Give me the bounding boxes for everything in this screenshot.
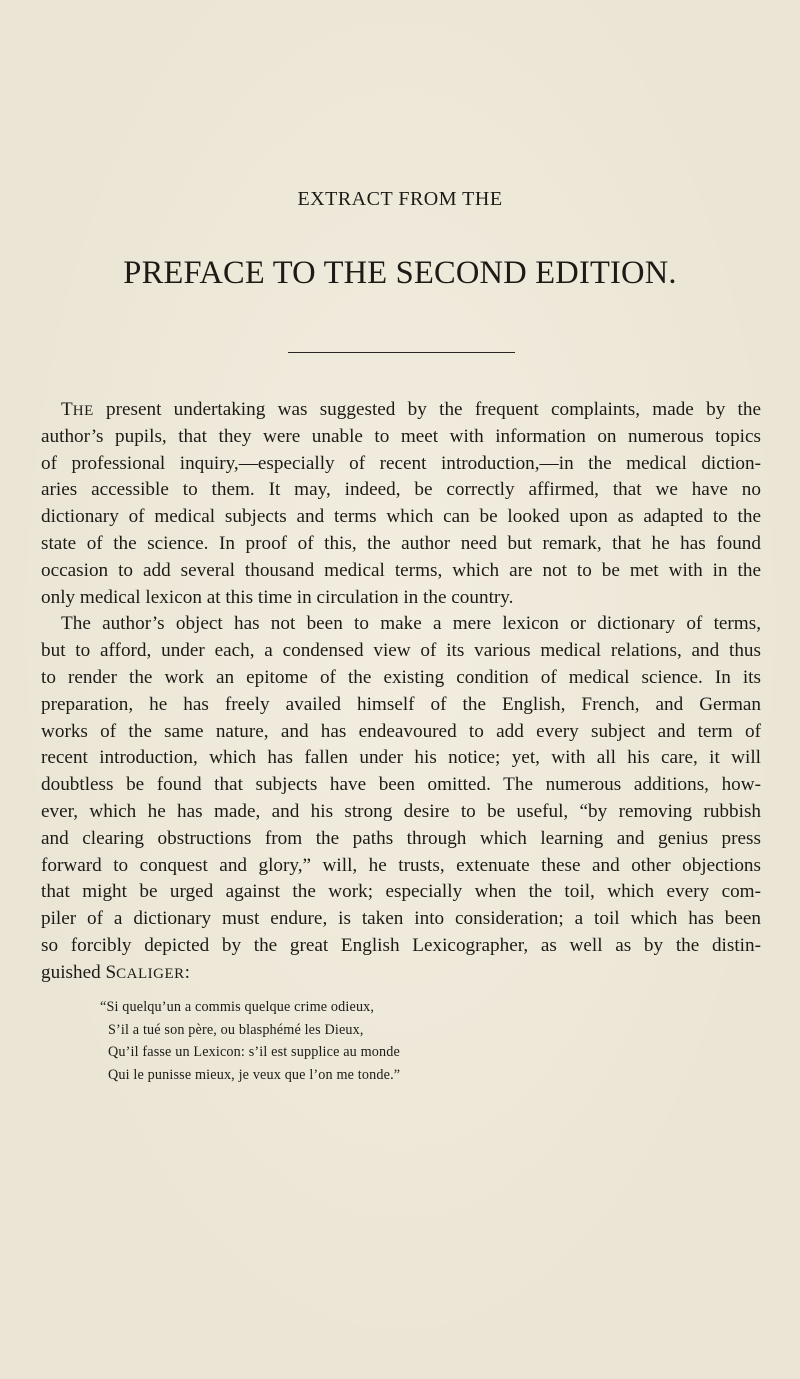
paragraph-line: works of the same nature, and has endeavoured to add every subject and term of: [41, 720, 761, 742]
quoted-verse: [100, 996, 400, 1086]
paragraph-line: to render the work an epitome of the existing condition of medical science. In its: [41, 666, 761, 688]
paragraph-line: THE present undertaking was suggested by the frequent complaints, made by the: [61, 399, 761, 420]
paragraph-line: The author’s object has not been to make a mere lexicon or dictionary of terms,: [61, 613, 761, 635]
verse-line: S’il a tué son père, ou blasphémé les Dieux,: [108, 1021, 364, 1038]
paragraph-line: aries accessible to them. It may, indeed, be correctly affirmed, that we have no: [41, 479, 761, 501]
paragraph-line: preparation, he has freely availed himself of the English, French, and German: [41, 693, 761, 715]
paragraph-line: forward to conquest and glory,” will, he trusts, extenuate these and other objections: [41, 854, 761, 876]
preface-body: [41, 397, 761, 987]
paragraph-line: ever, which he has made, and his strong desire to be useful, “by removing rubbish: [41, 800, 761, 822]
paragraph-line: author’s pupils, that they were unable to meet with information on numerous topics: [41, 425, 761, 447]
paragraph-line: guished SCALIGER:: [41, 961, 191, 983]
paragraph-line: recent introduction, which has fallen under his notice; yet, with all his care, it will: [41, 747, 761, 769]
extract-heading: EXTRACT FROM THE: [297, 188, 503, 210]
paragraph-line: but to afford, under each, a condensed view of its various medical relations, and thus: [41, 640, 761, 662]
title-divider: [288, 352, 515, 353]
paragraph-line: only medical lexicon at this time in circulation in the country.: [41, 586, 514, 608]
preface-title: PREFACE TO THE SECOND EDITION.: [123, 255, 677, 291]
paragraph-line: dictionary of medical subjects and terms which can be looked upon as adapted to the: [41, 506, 761, 528]
paragraph-line: occasion to add several thousand medical terms, which are not to be met with in the: [41, 559, 761, 581]
paragraph-line: so forcibly depicted by the great English Lexicographer, as well as by the distin-: [41, 934, 761, 956]
paragraph-line: state of the science. In proof of this, the author need but remark, that he has found: [41, 532, 761, 554]
paragraph-line: doubtless be found that subjects have been omitted. The numerous additions, how-: [41, 774, 761, 796]
paragraph-line: and clearing obstructions from the paths through which learning and genius press: [41, 827, 761, 849]
paragraph-line: of professional inquiry,—especially of recent introduction,—in the medical diction-: [41, 452, 761, 474]
paragraph-line: piler of a dictionary must endure, is taken into consideration; a toil which has been: [41, 908, 761, 930]
verse-line: Qui le punisse mieux, je veux que l’on me tonde.”: [108, 1066, 401, 1083]
verse-line: “Si quelqu’un a commis quelque crime odieux,: [100, 999, 375, 1015]
dropcap-word: THE: [61, 399, 94, 420]
verse-line: Qu’il fasse un Lexicon: s’il est supplice au monde: [108, 1044, 400, 1060]
paragraph-line: that might be urged against the work; especially when the toil, which every com-: [41, 881, 761, 903]
scaliger-name: SCALIGER: [105, 961, 185, 983]
